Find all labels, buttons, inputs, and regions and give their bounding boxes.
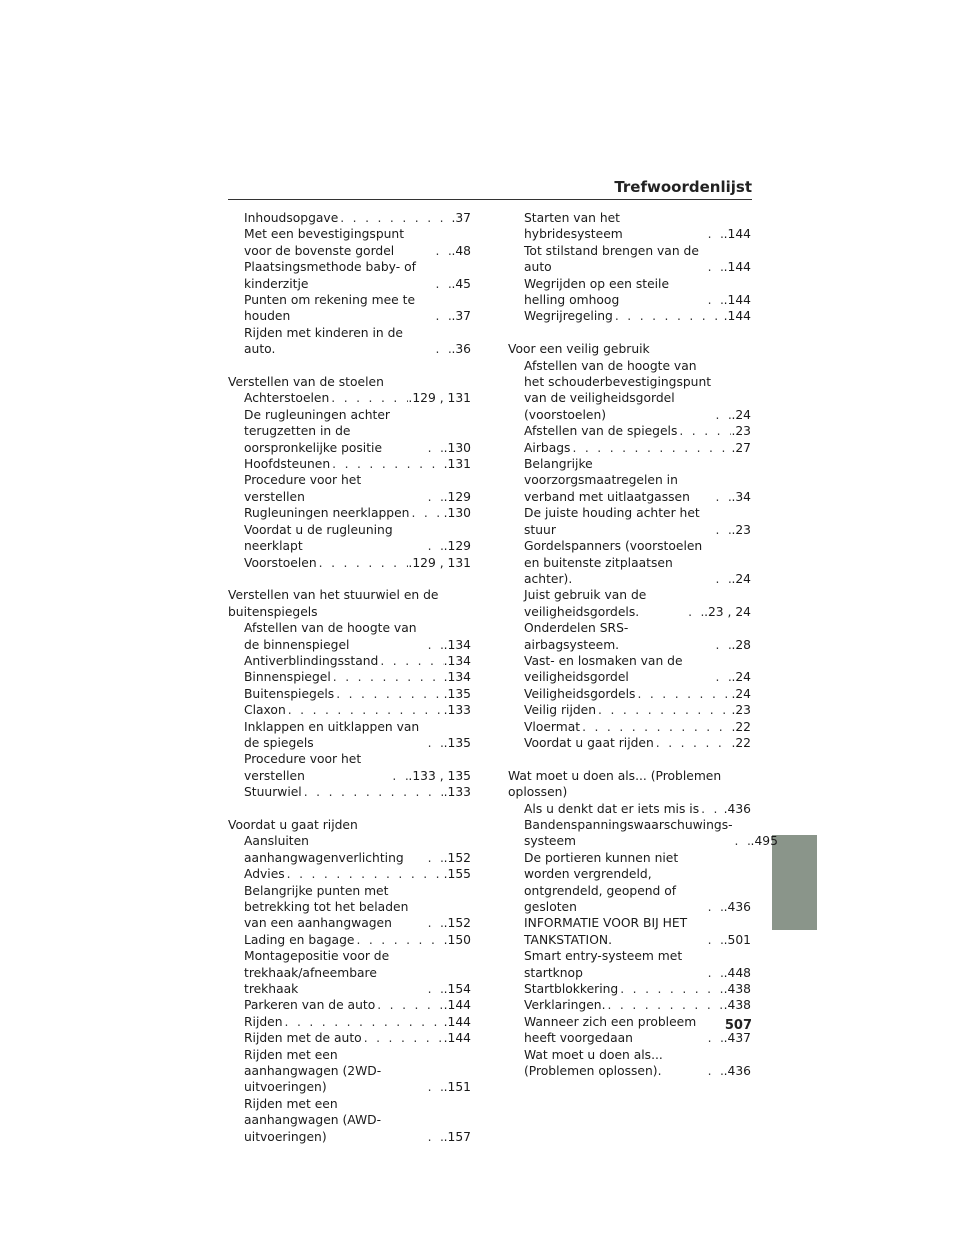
dot-leader	[375, 997, 443, 1013]
index-entry	[508, 686, 751, 702]
index-entry	[508, 735, 751, 751]
dot-leader	[338, 210, 451, 226]
index-entry	[228, 669, 471, 685]
entry-page-ref: .135	[443, 735, 471, 750]
index-section	[228, 817, 471, 1145]
dot-leader	[596, 702, 731, 718]
entry-page-ref: .23	[731, 424, 751, 439]
entry-page-ref: .129	[443, 539, 471, 554]
entry-page-ref: .438	[723, 998, 751, 1013]
dot-leader	[433, 243, 451, 259]
index-section	[228, 210, 471, 358]
dot-leader	[706, 259, 724, 275]
entry-label: Starten van het hybridesysteem	[524, 211, 623, 242]
section-heading: Voor een veilig gebruik	[508, 342, 650, 357]
dot-leader	[285, 866, 444, 882]
index-entry	[508, 948, 751, 981]
entry-page-ref: .144	[723, 227, 751, 242]
entry-label: Rijden met kinderen in de auto.	[244, 325, 403, 357]
dot-leader	[426, 637, 444, 653]
dot-leader	[390, 768, 408, 784]
index-entry	[228, 210, 471, 226]
entry-label: Plaatsingsmethode baby- of kinderzitje	[244, 260, 416, 291]
entry-page-ref: .144	[723, 293, 751, 308]
entry-page-ref: .24	[731, 670, 751, 685]
index-entry	[508, 702, 751, 718]
entry-label: Stuurwiel	[244, 785, 302, 800]
entry-label: Verklaringen.	[524, 998, 606, 1013]
index-section	[508, 210, 751, 325]
index-entry	[228, 620, 471, 653]
entry-page-ref: .438	[723, 982, 751, 997]
index-entry	[508, 1047, 751, 1080]
index-entry	[228, 932, 471, 948]
dot-leader	[331, 669, 444, 685]
index-entry	[508, 719, 751, 735]
index-entry	[228, 1096, 471, 1145]
index-entry	[508, 997, 751, 1013]
index-entry	[228, 456, 471, 472]
entry-page-ref: .144	[443, 1031, 471, 1046]
index-entry	[228, 1014, 471, 1030]
entry-page-ref: .130	[443, 506, 471, 521]
entry-page-ref: .144	[723, 309, 751, 324]
index-entry	[228, 784, 471, 800]
index-entry	[228, 948, 471, 997]
entry-label: Hoofdsteunen	[244, 457, 331, 472]
index-entry	[508, 210, 751, 243]
dot-leader	[426, 440, 444, 456]
dot-leader	[713, 522, 731, 538]
entry-page-ref: .436	[723, 1064, 751, 1079]
index-entry	[228, 555, 471, 571]
dot-leader	[706, 965, 724, 981]
dot-leader	[426, 850, 444, 866]
entry-page-ref: .144	[443, 998, 471, 1013]
dot-leader	[706, 1030, 724, 1046]
section-heading: Verstellen van de stoelen	[228, 375, 384, 390]
dot-leader	[286, 702, 444, 718]
entry-label: Voorstoelen	[244, 555, 317, 570]
section-heading: Verstellen van het stuurwiel en de buitenspiegels	[228, 588, 439, 619]
entry-label: Veiligheidsgordels	[524, 686, 636, 701]
index-entry	[228, 1030, 471, 1046]
dot-leader	[706, 226, 724, 242]
entry-page-ref: .436	[723, 900, 751, 915]
entry-label: Binnenspiegel	[244, 670, 331, 685]
dot-leader	[733, 833, 751, 849]
entry-label: Als u denkt dat er iets mis is	[524, 801, 700, 816]
index-entry	[228, 883, 471, 932]
dot-leader	[378, 653, 443, 669]
entry-label: Wat moet u doen als... (Problemen oplossen).	[524, 1047, 663, 1079]
dot-leader	[426, 489, 444, 505]
index-entry	[228, 259, 471, 292]
entry-label: De rugleuningen achter terugzetten in de oorspronkelijke positie	[244, 407, 390, 455]
dot-leader	[334, 686, 443, 702]
entry-page-ref: .23	[731, 522, 751, 537]
page-number: 507	[724, 1018, 752, 1033]
index-entry	[508, 505, 751, 538]
section-heading: Wat moet u doen als... (Problemen oplossen)	[508, 768, 722, 800]
entry-page-ref: .133	[443, 785, 471, 800]
entry-label: Inklappen en uitklappen van de spiegels	[244, 719, 420, 750]
dot-leader	[618, 981, 723, 997]
entry-page-ref: .129 , 131	[408, 391, 471, 406]
index-column-right	[508, 210, 778, 1096]
dot-leader	[706, 292, 724, 308]
entry-page-ref: .129	[443, 489, 471, 504]
entry-label: Advies	[244, 867, 285, 882]
entry-page-ref: .129 , 131	[408, 555, 471, 570]
dot-leader	[433, 276, 451, 292]
entry-label: Afstellen van de hoogte van het schouderbevestigingspunt van de veiligheidsgordel (voorstoelen)	[524, 358, 712, 422]
entry-page-ref: .24	[731, 407, 751, 422]
entry-label: Achterstoelen	[244, 391, 330, 406]
index-entry	[228, 866, 471, 882]
index-entry	[508, 276, 751, 309]
dot-leader	[283, 1014, 444, 1030]
entry-page-ref: .134	[443, 653, 471, 668]
entry-label: Afstellen van de spiegels	[524, 424, 678, 439]
entry-page-ref: .133	[443, 703, 471, 718]
entry-label: INFORMATIE VOOR BIJ HET TANKSTATION.	[524, 916, 688, 947]
entry-page-ref: .37	[451, 211, 471, 225]
entry-label: Gordelspanners (voorstoelen en buitenste zitplaatsen achter).	[524, 539, 703, 586]
index-entry	[508, 653, 751, 686]
dot-leader	[706, 932, 724, 948]
index-section	[508, 768, 778, 1080]
index-entry	[228, 407, 471, 456]
index-entry	[508, 423, 751, 439]
entry-label: Wanneer zich een probleem heeft voorgedaan	[524, 1014, 697, 1046]
dot-leader	[706, 899, 724, 915]
entry-page-ref: .437	[723, 1031, 751, 1046]
dot-leader	[699, 801, 723, 817]
dot-leader	[409, 505, 443, 521]
entry-label: Procedure voor het verstellen	[244, 473, 362, 504]
dot-leader	[426, 538, 444, 554]
index-section	[228, 374, 471, 571]
entry-page-ref: .152	[443, 850, 471, 865]
entry-page-ref: .151	[443, 1080, 471, 1095]
entry-page-ref: .36	[451, 342, 471, 357]
index-entry	[508, 308, 751, 324]
index-entry	[228, 325, 471, 358]
dot-leader	[613, 308, 724, 324]
entry-label: Rugleuningen neerklappen	[244, 506, 410, 521]
entry-label: Lading en bagage	[244, 932, 355, 947]
entry-page-ref: .144	[443, 1014, 471, 1029]
index-entry	[508, 587, 751, 620]
entry-page-ref: .154	[443, 982, 471, 997]
entry-label: Vast- en losmaken van de veiligheidsgordel	[524, 653, 683, 685]
dot-leader	[433, 341, 451, 357]
entry-page-ref: .155	[443, 867, 471, 882]
entry-page-ref: .23 , 24	[704, 604, 751, 619]
index-entry	[228, 505, 471, 521]
dot-leader	[713, 669, 731, 685]
page-title: Trefwoordenlijst	[614, 178, 752, 196]
dot-leader	[686, 604, 704, 620]
dot-leader	[580, 719, 731, 735]
index-entry	[228, 751, 471, 784]
header-rule	[228, 199, 752, 200]
dot-leader	[654, 735, 732, 751]
entry-page-ref: .130	[443, 440, 471, 455]
entry-page-ref: .144	[723, 260, 751, 275]
index-entry	[508, 538, 751, 587]
index-entry	[508, 456, 751, 505]
index-section	[508, 341, 751, 751]
entry-label: Rijden met de auto	[244, 1031, 362, 1046]
entry-page-ref: .45	[451, 276, 471, 291]
dot-leader	[426, 981, 444, 997]
index-entry	[508, 1014, 751, 1047]
dot-leader	[713, 407, 731, 423]
entry-label: Voordat u gaat rijden	[524, 735, 654, 750]
index-entry	[228, 833, 471, 866]
entry-page-ref: .135	[443, 686, 471, 701]
entry-label: Juist gebruik van de veiligheidsgordels.	[524, 588, 647, 619]
index-entry	[508, 243, 751, 276]
entry-page-ref: .150	[443, 932, 471, 947]
entry-label: Montagepositie voor de trekhaak/afneembare trekhaak	[244, 949, 390, 997]
entry-page-ref: .134	[443, 637, 471, 652]
entry-label: Claxon	[244, 703, 286, 718]
entry-label: Wegrijregeling	[524, 309, 613, 324]
entry-label: Met een bevestigingspunt voor de bovenste gordel	[244, 227, 405, 258]
dot-leader	[354, 932, 443, 948]
dot-leader	[329, 390, 408, 406]
index-entry	[228, 292, 471, 325]
entry-page-ref: .37	[451, 309, 471, 324]
entry-page-ref: .133 , 135	[408, 768, 471, 783]
dot-leader	[426, 735, 444, 751]
entry-page-ref: .48	[451, 243, 471, 258]
dot-leader	[606, 997, 724, 1013]
entry-page-ref: .448	[723, 965, 751, 980]
entry-label: Onderdelen SRS-airbagsysteem.	[524, 621, 629, 652]
entry-label: Parkeren van de auto	[244, 998, 376, 1013]
entry-page-ref: .131	[443, 457, 471, 472]
entry-label: Tot stilstand brengen van de auto	[524, 243, 699, 275]
entry-page-ref: .28	[731, 637, 751, 652]
entry-page-ref: .22	[731, 719, 751, 734]
dot-leader	[713, 637, 731, 653]
entry-label: Airbags	[524, 440, 571, 455]
entry-label: Rijden	[244, 1014, 283, 1029]
dot-leader	[635, 686, 731, 702]
entry-page-ref: .34	[731, 489, 751, 504]
entry-label: Antiverblindingsstand	[244, 653, 379, 668]
entry-page-ref: .27	[731, 440, 751, 455]
dot-leader	[426, 915, 444, 931]
entry-label: Rijden met een aanhangwagen (2WD-uitvoeringen)	[244, 1047, 382, 1095]
entry-label: Procedure voor het verstellen	[244, 752, 362, 783]
index-entry	[228, 226, 471, 259]
entry-label: Rijden met een aanhangwagen (AWD-uitvoeringen)	[244, 1096, 382, 1144]
dot-leader	[426, 1129, 444, 1145]
entry-label: Veilig rijden	[524, 703, 597, 718]
index-entry	[228, 472, 471, 505]
entry-label: Voordat u de rugleuning neerklapt	[244, 522, 393, 554]
index-entry	[508, 981, 751, 997]
entry-page-ref: .24	[731, 571, 751, 586]
entry-page-ref: .24	[731, 686, 751, 701]
index-entry	[508, 358, 751, 424]
index-entry	[228, 390, 471, 406]
dot-leader	[362, 1030, 444, 1046]
entry-page-ref: .23	[731, 703, 751, 718]
index-entry	[508, 850, 751, 916]
index-entry	[228, 522, 471, 555]
dot-leader	[713, 571, 731, 587]
index-entry	[508, 915, 751, 948]
entry-page-ref: .134	[443, 670, 471, 685]
entry-label: Vloermat	[524, 719, 581, 734]
index-column-left	[228, 210, 471, 1162]
entry-page-ref: .436	[723, 801, 751, 816]
index-entry	[508, 620, 751, 653]
index-entry	[508, 440, 751, 456]
entry-page-ref: .152	[443, 916, 471, 931]
entry-label: Belangrijke punten met betrekking tot het beladen van een aanhangwagen	[244, 883, 409, 931]
dot-leader	[317, 555, 409, 571]
entry-label: Buitenspiegels	[244, 686, 335, 701]
dot-leader	[330, 456, 443, 472]
section-heading: Voordat u gaat rijden	[228, 817, 358, 832]
entry-label: Smart entry-systeem met startknop	[524, 949, 683, 980]
entry-page-ref: .157	[443, 1129, 471, 1144]
entry-label: Afstellen van de hoogte van de binnenspiegel	[244, 621, 417, 652]
entry-label: Wegrijden op een steile helling omhoog	[524, 276, 670, 308]
index-entry	[228, 702, 471, 718]
chapter-tab	[772, 835, 817, 930]
index-entry	[508, 801, 751, 817]
dot-leader	[570, 440, 731, 456]
entry-page-ref: .22	[731, 735, 751, 750]
entry-label: Belangrijke voorzorgsmaatregelen in verband met uitlaatgassen	[524, 457, 690, 504]
entry-label: Bandenspanningswaarschuwings-systeem	[524, 818, 733, 849]
index-entry	[508, 817, 778, 850]
dot-leader	[426, 1079, 444, 1095]
dot-leader	[302, 784, 444, 800]
entry-label: Punten om rekening mee te houden	[244, 293, 416, 324]
index-entry	[228, 653, 471, 669]
index-entry	[228, 719, 471, 752]
dot-leader	[713, 489, 731, 505]
entry-label: De portieren kunnen niet worden vergrendeld, ontgrendeld, geopend of gesloten	[524, 850, 679, 915]
index-section	[228, 587, 471, 800]
dot-leader	[706, 1063, 724, 1079]
entry-label: De juiste houding achter het stuur	[524, 506, 700, 537]
index-entry	[228, 1047, 471, 1096]
dot-leader	[433, 308, 451, 324]
entry-page-ref: .501	[723, 932, 751, 947]
entry-label: Inhoudsopgave	[244, 211, 339, 225]
index-entry	[228, 997, 471, 1013]
entry-page-ref: .495	[750, 834, 778, 849]
entry-label: Aansluiten aanhangwagenverlichting	[244, 834, 404, 865]
index-entry	[228, 686, 471, 702]
entry-label: Startblokkering	[524, 982, 619, 997]
dot-leader	[677, 423, 731, 439]
